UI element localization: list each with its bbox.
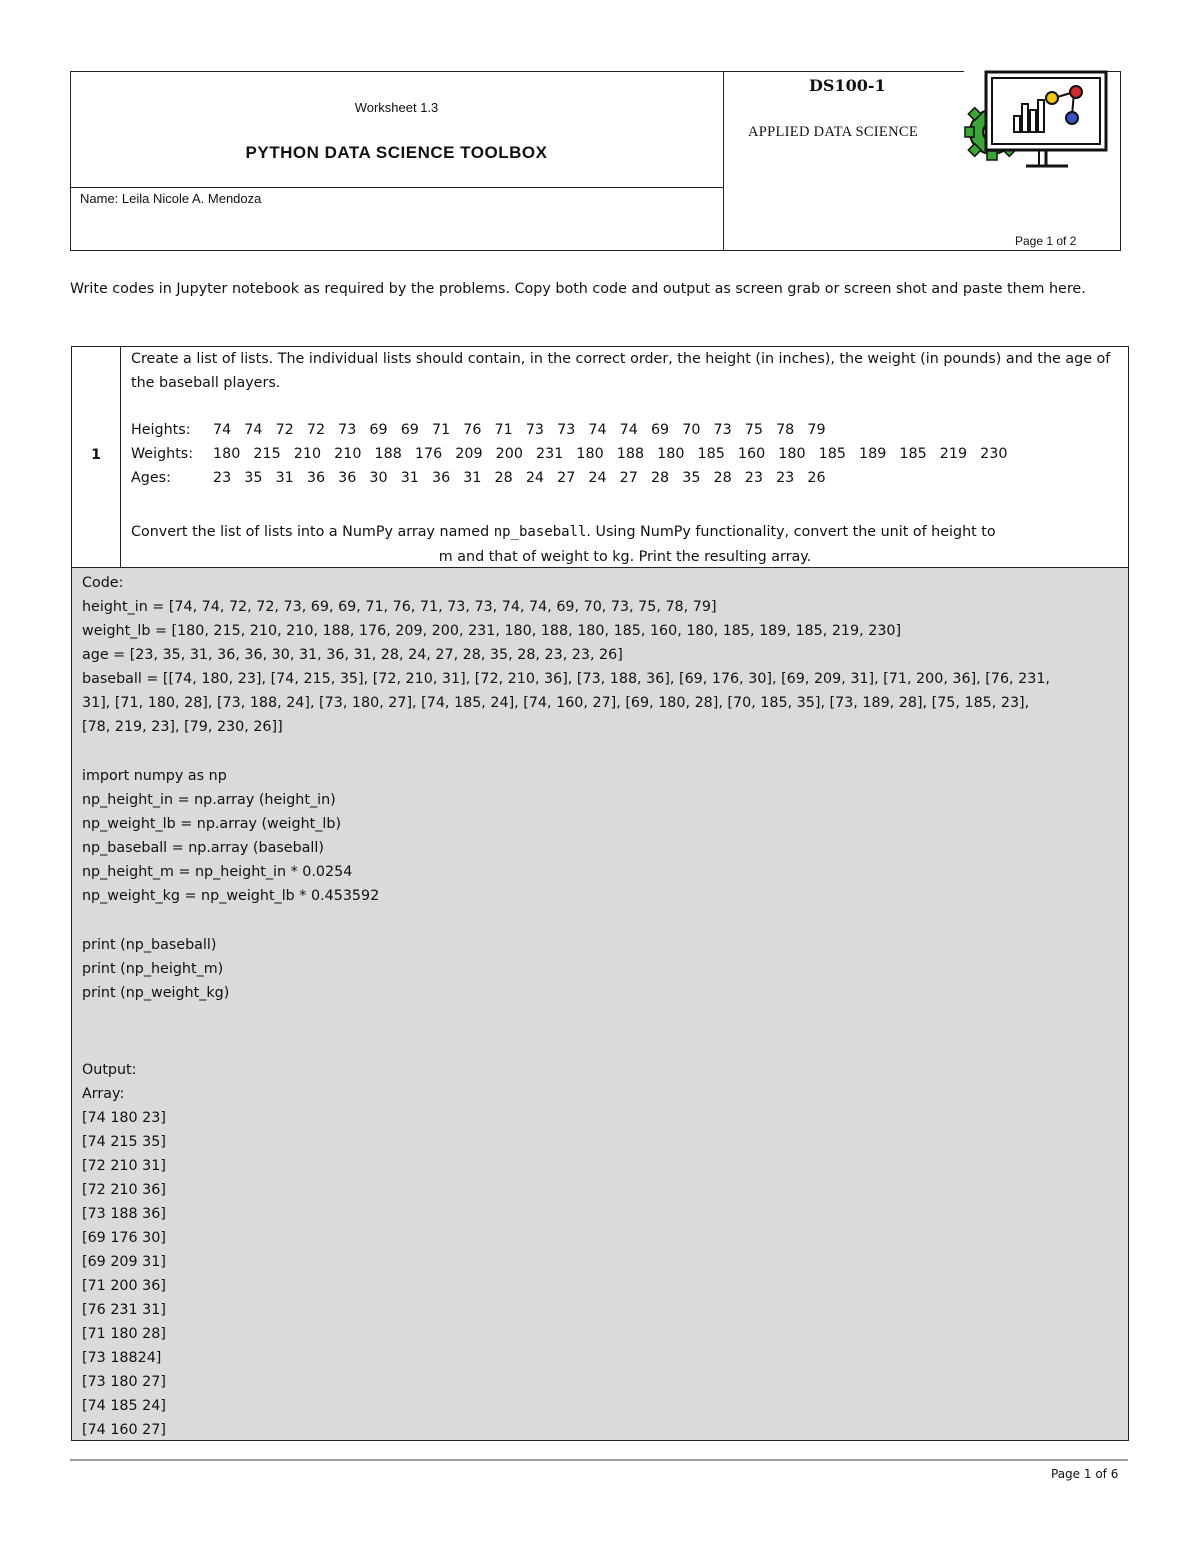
output-line: [74 215 35] [82,1134,166,1150]
instructions: Write codes in Jupyter notebook as required by the problems. Copy both code and output as screen grab or screen shot and paste them here. [70,281,1086,297]
convert-text-before: Convert the list of lists into a NumPy array named [131,524,494,540]
heights-label: Heights: [131,422,191,438]
output-line: [74 160 27] [82,1422,166,1438]
output-line: [73 188 36] [82,1206,166,1222]
header-page-number: Page 1 of 2 [1015,234,1077,248]
course-name: APPLIED DATA SCIENCE [748,124,918,140]
output-line: [74 185 24] [82,1398,166,1414]
convert-text-after: . Using NumPy functionality, convert the unit of height to [586,524,996,540]
problem-convert-line2: m and that of weight to kg. Print the resulting array. [438,549,812,565]
output-line: [73 18824] [82,1350,162,1366]
weights-row [131,446,1007,462]
header-border-right [1120,71,1121,251]
code-line: 31], [71, 180, 28], [73, 188, 24], [73, 180, 27], [74, 185, 24], [74, 160, 27], [69, 180, 28], [70, 185, 35], [73, 189, 28], [75, 185, 23], [82,695,1030,711]
output-line: [71 180 28] [82,1326,166,1342]
header-name-divider [70,187,724,188]
code-line: np_weight_lb = np.array (weight_lb) [82,816,342,832]
header-divider [723,71,724,251]
code-line: print (np_weight_kg) [82,985,230,1001]
header-border-bottom [70,250,1121,251]
ages-values: 23 35 31 36 36 30 31 36 31 28 24 27 24 27 28 35 28 23 23 26 [213,470,826,486]
course-code: DS100-1 [809,76,886,95]
heights-values: 74 74 72 72 73 69 69 71 76 71 73 73 74 74 69 70 73 75 78 79 [213,422,826,438]
convert-code: np_baseball [493,524,587,540]
code-line: height_in = [74, 74, 72, 72, 73, 69, 69, 71, 76, 71, 73, 73, 74, 74, 69, 70, 73, 75, 78, 79] [82,599,717,615]
code-label: Code: [82,575,124,591]
weights-values: 180 215 210 210 188 176 209 200 231 180 188 180 185 160 180 185 189 185 219 230 [213,446,1008,462]
footer-page-number: Page 1 of 6 [1051,1467,1119,1481]
student-name: Name: Leila Nicole A. Mendoza [80,191,262,206]
output-line: [69 176 30] [82,1230,166,1246]
code-line: weight_lb = [180, 215, 210, 210, 188, 176, 209, 200, 231, 180, 188, 180, 185, 160, 180, 185, 189, 185, 219, 230] [82,623,902,639]
code-line: [78, 219, 23], [79, 230, 26]] [82,719,283,735]
code-line: age = [23, 35, 31, 36, 36, 30, 31, 36, 31, 28, 24, 27, 28, 35, 28, 23, 23, 26] [82,647,623,663]
footer-divider [70,1459,1128,1461]
array-label: Array: [82,1086,125,1102]
code-line: import numpy as np [82,768,227,784]
code-line: print (np_height_m) [82,961,224,977]
data-science-logo-icon [962,68,1112,172]
heights-row [131,422,826,438]
worksheet-number: Worksheet 1.3 [354,100,439,115]
code-line: baseball = [[74, 180, 23], [74, 215, 35], [72, 210, 31], [72, 210, 36], [73, 188, 36], [69, 176, 30], [69, 209, 31], [71, 200, 36], [76, 231, [82,671,1050,687]
code-line: np_height_m = np_height_in * 0.0254 [82,864,353,880]
code-line: print (np_baseball) [82,937,217,953]
output-line: [76 231 31] [82,1302,166,1318]
problem-number: 1 [91,447,101,463]
code-line: np_weight_kg = np_weight_lb * 0.453592 [82,888,380,904]
ages-row [131,470,826,486]
weights-label: Weights: [131,446,194,462]
code-line: np_height_in = np.array (height_in) [82,792,336,808]
code-line: np_baseball = np.array (baseball) [82,840,324,856]
output-line: [74 180 23] [82,1110,166,1126]
output-line: [73 180 27] [82,1374,166,1390]
problem-convert-line1 [131,520,1126,544]
worksheet-title: PYTHON DATA SCIENCE TOOLBOX [245,143,548,162]
problem-intro: Create a list of lists. The individual lists should contain, in the correct order, the height (in inches), the weight (in pounds) and the age of the baseball players. [131,351,1111,391]
output-line: [72 210 36] [82,1182,166,1198]
output-line: [69 209 31] [82,1254,166,1270]
output-label: Output: [82,1062,137,1078]
output-line: [71 200 36] [82,1278,166,1294]
ages-label: Ages: [131,470,171,486]
output-line: [72 210 31] [82,1158,166,1174]
header-border-top [70,71,964,72]
